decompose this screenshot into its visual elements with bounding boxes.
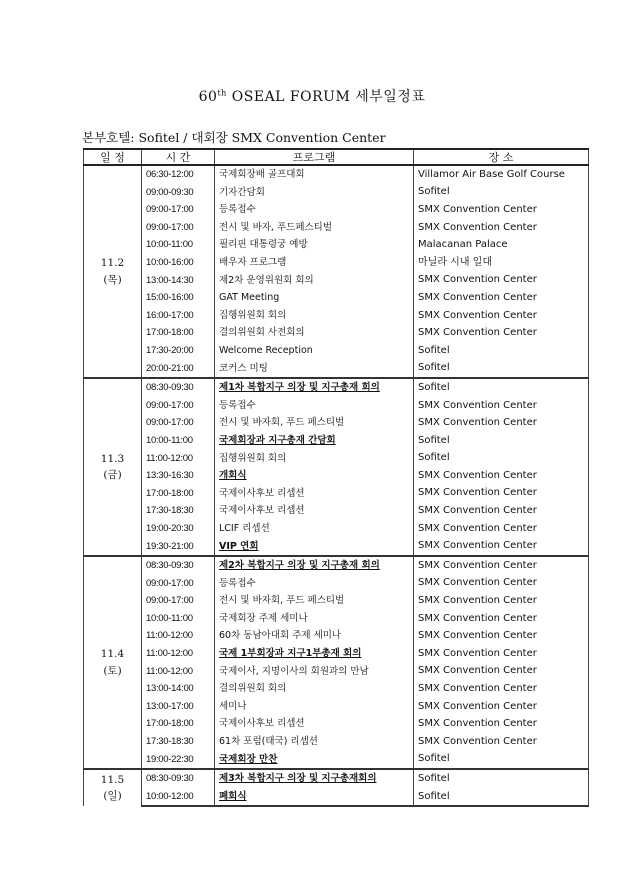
program-label: 제3차 복합지구 의장 및 지구총재회의	[219, 773, 377, 785]
time-cell: 17:30-20:00	[142, 342, 215, 360]
place-cell: SMX Convention Center	[414, 663, 589, 681]
table-row	[84, 680, 589, 698]
place-cell: SMX Convention Center	[414, 645, 589, 663]
table-row	[84, 414, 589, 432]
weekday-label: (토)	[103, 664, 122, 677]
place-cell: Sofitel	[414, 360, 589, 379]
program-cell	[215, 324, 414, 342]
place-cell: SMX Convention Center	[414, 397, 589, 415]
program-label: 결의위원회 회의	[219, 683, 287, 695]
table-row	[84, 575, 589, 593]
program-label: 개회식	[219, 470, 247, 482]
date-label: 11.2	[100, 257, 125, 270]
date-cell	[84, 769, 142, 806]
place-cell: SMX Convention Center	[414, 610, 589, 628]
program-label: 필리핀 대통령궁 예방	[219, 239, 308, 251]
program-label: 집행위원회 회의	[219, 452, 287, 464]
table-row	[84, 450, 589, 468]
program-cell	[215, 715, 414, 733]
table-row	[84, 397, 589, 415]
program-label: GAT Meeting	[219, 292, 280, 304]
place-cell: SMX Convention Center	[414, 219, 589, 237]
time-cell: 13:00-14:30	[142, 272, 215, 290]
program-label: VIP 연회	[219, 540, 259, 552]
header-row	[84, 149, 589, 165]
program-label: 등록접수	[219, 399, 256, 411]
program-cell	[215, 520, 414, 538]
time-cell: 10:00-11:00	[142, 236, 215, 254]
time-cell: 17:30-18:30	[142, 733, 215, 751]
program-cell	[215, 645, 414, 663]
table-row	[84, 201, 589, 219]
place-cell: SMX Convention Center	[414, 537, 589, 556]
place-cell: SMX Convention Center	[414, 414, 589, 432]
program-cell	[215, 201, 414, 219]
time-cell: 09:00-17:00	[142, 201, 215, 219]
program-cell	[215, 680, 414, 698]
program-cell	[215, 397, 414, 415]
program-cell	[215, 432, 414, 450]
program-label: 전시 및 바자회, 푸드 페스티벌	[219, 417, 345, 429]
table-row	[84, 165, 589, 184]
place-cell: SMX Convention Center	[414, 627, 589, 645]
time-cell: 17:30-18:30	[142, 502, 215, 520]
program-label: 국제회장 주제 세미나	[219, 612, 308, 624]
date-label: 11.5	[100, 774, 125, 787]
table-row	[84, 254, 589, 272]
time-cell: 11:00-12:00	[142, 663, 215, 681]
program-label: 국제이사, 지명이사의 회원과의 만남	[219, 665, 369, 677]
table-row	[84, 592, 589, 610]
program-label: 국제이사후보 리셉션	[219, 505, 305, 517]
time-cell: 15:00-16:00	[142, 289, 215, 307]
weekday-label: (목)	[103, 273, 122, 286]
place-cell: SMX Convention Center	[414, 201, 589, 219]
time-cell: 11:00-12:00	[142, 627, 215, 645]
table-row	[84, 502, 589, 520]
place-cell: Sofitel	[414, 751, 589, 770]
table-row	[84, 610, 589, 628]
table-row	[84, 360, 589, 379]
time-cell: 11:00-12:00	[142, 645, 215, 663]
table-row	[84, 184, 589, 202]
program-cell	[215, 698, 414, 716]
time-cell: 08:30-09:30	[142, 769, 215, 788]
time-cell: 19:00-20:30	[142, 520, 215, 538]
program-cell	[215, 592, 414, 610]
program-cell	[215, 184, 414, 202]
table-row	[84, 324, 589, 342]
program-cell	[215, 502, 414, 520]
time-cell: 10:00-11:00	[142, 610, 215, 628]
program-cell	[215, 610, 414, 628]
table-row	[84, 272, 589, 290]
place-cell: SMX Convention Center	[414, 575, 589, 593]
place-cell: SMX Convention Center	[414, 307, 589, 325]
table-row	[84, 733, 589, 751]
weekday-label: (일)	[103, 790, 122, 803]
program-label: 국제 1부회장과 지구1부총재 회의	[219, 648, 362, 660]
place-cell: Malacanan Palace	[414, 236, 589, 254]
table-row	[84, 715, 589, 733]
place-cell: Sofitel	[414, 378, 589, 397]
time-cell: 13:00-14:00	[142, 680, 215, 698]
table-row	[84, 537, 589, 556]
place-cell: SMX Convention Center	[414, 556, 589, 575]
program-label: 폐회식	[219, 790, 247, 802]
program-cell	[215, 663, 414, 681]
program-label: 제2차 운영위원회 회의	[219, 274, 314, 286]
time-cell: 09:00-17:00	[142, 592, 215, 610]
date-label: 11.4	[100, 648, 125, 661]
program-cell	[215, 414, 414, 432]
table-row	[84, 467, 589, 485]
place-cell: SMX Convention Center	[414, 520, 589, 538]
time-cell: 11:00-12:00	[142, 450, 215, 468]
table-row	[84, 769, 589, 788]
place-cell: SMX Convention Center	[414, 680, 589, 698]
program-label: 국제회장배 골프대회	[219, 169, 305, 181]
header-program: 프로그램	[215, 149, 414, 165]
date-label: 11.3	[100, 452, 125, 465]
table-row	[84, 520, 589, 538]
program-label: 국제회장과 지구총재 간담회	[219, 434, 336, 446]
table-row	[84, 645, 589, 663]
program-cell	[215, 627, 414, 645]
program-label: 60차 동남아대회 주제 세미나	[219, 630, 342, 642]
place-cell: SMX Convention Center	[414, 485, 589, 503]
program-cell	[215, 788, 414, 807]
program-cell	[215, 360, 414, 379]
program-label: 등록접수	[219, 577, 256, 589]
place-cell: Sofitel	[414, 432, 589, 450]
program-label: 국제이사후보 리셉션	[219, 487, 305, 499]
table-row	[84, 289, 589, 307]
program-label: 집행위원회 회의	[219, 309, 287, 321]
program-cell	[215, 378, 414, 397]
program-cell	[215, 342, 414, 360]
program-label: 제1차 복합지구 의장 및 지구총재 회의	[219, 382, 380, 394]
program-label: 코커스 미팅	[219, 362, 268, 374]
table-row	[84, 556, 589, 575]
header-time: 시 간	[142, 149, 215, 165]
program-cell	[215, 485, 414, 503]
program-cell	[215, 165, 414, 184]
program-cell	[215, 254, 414, 272]
time-cell: 17:00-18:00	[142, 715, 215, 733]
program-label: 국제이사후보 리셉션	[219, 718, 305, 730]
place-cell: SMX Convention Center	[414, 715, 589, 733]
program-cell	[215, 556, 414, 575]
place-cell: SMX Convention Center	[414, 502, 589, 520]
program-label: 전시 및 바자, 푸드페스티벌	[219, 221, 333, 233]
table-row	[84, 751, 589, 770]
program-cell	[215, 467, 414, 485]
hotel-venue-subtitle: 본부호텔: Sofitel / 대회장 SMX Convention Center	[82, 130, 386, 145]
program-label: 등록접수	[219, 204, 256, 216]
time-cell: 08:30-09:30	[142, 556, 215, 575]
program-cell	[215, 769, 414, 788]
table-row	[84, 788, 589, 807]
header-place: 장 소	[414, 149, 589, 165]
program-label: 결의위원회 사전회의	[219, 327, 305, 339]
place-cell: SMX Convention Center	[414, 698, 589, 716]
program-label: 배우자 프로그램	[219, 257, 287, 269]
place-cell: SMX Convention Center	[414, 592, 589, 610]
program-cell	[215, 575, 414, 593]
weekday-label: (금)	[103, 469, 122, 482]
time-cell: 20:00-21:00	[142, 360, 215, 379]
table-row	[84, 627, 589, 645]
program-cell	[215, 537, 414, 556]
program-cell	[215, 236, 414, 254]
program-cell	[215, 450, 414, 468]
time-cell: 10:00-11:00	[142, 432, 215, 450]
program-label: 제2차 복합지구 의장 및 지구총재 회의	[219, 560, 380, 572]
table-row	[84, 342, 589, 360]
program-cell	[215, 219, 414, 237]
time-cell: 09:00-09:30	[142, 184, 215, 202]
table-row	[84, 378, 589, 397]
time-cell: 16:00-17:00	[142, 307, 215, 325]
program-label: 국제회장 만찬	[219, 753, 278, 765]
time-cell: 06:30-12:00	[142, 165, 215, 184]
program-label: 전시 및 바자회, 푸드 페스티벌	[219, 595, 345, 607]
place-cell: SMX Convention Center	[414, 272, 589, 290]
program-label: 61차 포럼(태국) 리셉션	[219, 736, 318, 748]
page-title: 60th OSEAL FORUM 세부일정표	[198, 88, 426, 105]
date-cell	[84, 556, 142, 769]
date-cell	[84, 165, 142, 378]
table-row	[84, 485, 589, 503]
schedule-table	[83, 148, 589, 807]
time-cell: 19:30-21:00	[142, 537, 215, 556]
program-label: LCIF 리셉션	[219, 522, 270, 534]
program-cell	[215, 751, 414, 770]
place-cell: 마닐라 시내 일대	[414, 254, 589, 272]
program-label: 기자간담회	[219, 186, 265, 198]
program-cell	[215, 272, 414, 290]
program-cell	[215, 289, 414, 307]
place-cell: SMX Convention Center	[414, 467, 589, 485]
place-cell: Sofitel	[414, 450, 589, 468]
time-cell: 13:00-17:00	[142, 698, 215, 716]
table-row	[84, 307, 589, 325]
time-cell: 17:00-18:00	[142, 485, 215, 503]
place-cell: SMX Convention Center	[414, 324, 589, 342]
table-row	[84, 663, 589, 681]
time-cell: 09:00-17:00	[142, 397, 215, 415]
place-cell: Sofitel	[414, 184, 589, 202]
program-cell	[215, 307, 414, 325]
time-cell: 10:00-16:00	[142, 254, 215, 272]
time-cell: 19:00-22:30	[142, 751, 215, 770]
place-cell: SMX Convention Center	[414, 289, 589, 307]
time-cell: 09:00-17:00	[142, 414, 215, 432]
table-row	[84, 219, 589, 237]
table-row	[84, 236, 589, 254]
program-label: 세미나	[219, 700, 247, 712]
place-cell: Sofitel	[414, 342, 589, 360]
place-cell: Villamor Air Base Golf Course	[414, 165, 589, 184]
program-cell	[215, 733, 414, 751]
time-cell: 17:00-18:00	[142, 324, 215, 342]
date-cell	[84, 378, 142, 556]
header-date: 일 정	[84, 149, 142, 165]
time-cell: 09:00-17:00	[142, 575, 215, 593]
place-cell: Sofitel	[414, 788, 589, 807]
table-row	[84, 698, 589, 716]
table-row	[84, 432, 589, 450]
place-cell: SMX Convention Center	[414, 733, 589, 751]
time-cell: 08:30-09:30	[142, 378, 215, 397]
schedule-body	[84, 165, 589, 806]
time-cell: 13:30-16:30	[142, 467, 215, 485]
program-label: Welcome Reception	[219, 344, 313, 356]
time-cell: 10:00-12:00	[142, 788, 215, 807]
time-cell: 09:00-17:00	[142, 219, 215, 237]
place-cell: Sofitel	[414, 769, 589, 788]
